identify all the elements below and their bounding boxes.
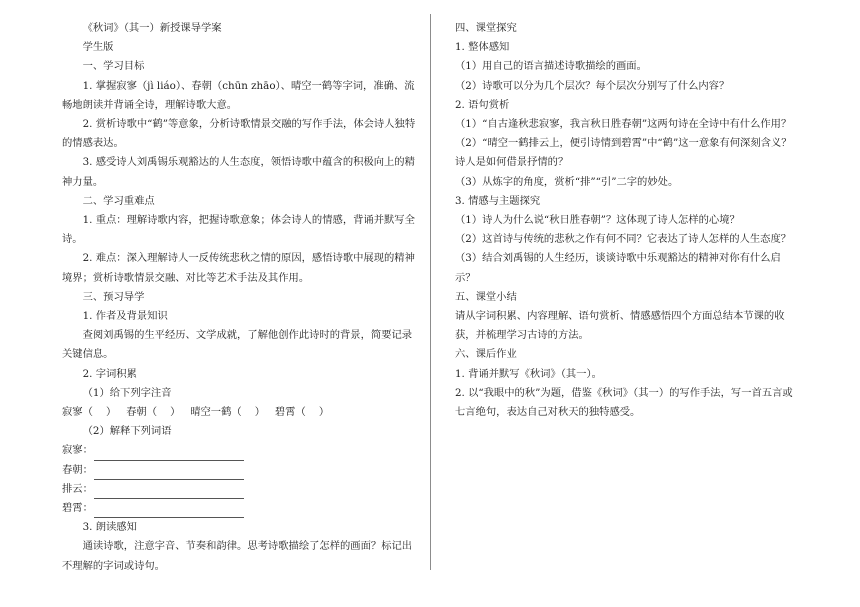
edition-label: 学生版 [82,41,114,54]
question-item: （3）从炼字的角度，赏析“排”“引”二字的妙处。 [455,175,679,188]
section-heading-preview: 三、预习导学 [82,290,145,303]
objective-item: 3. 感受诗人刘禹锡乐观豁达的人生态度，领悟诗歌中蕴含的积极向上的精神力量。 [62,156,415,188]
section-heading-key-points: 二、学习重难点 [82,194,155,207]
answer-blank[interactable] [94,467,244,480]
question-item: （2）“晴空一鹤排云上，便引诗情到碧霄”中“鹤”这一意象有何深刻含义？诗人是如何借景抒情的？ [455,137,792,169]
explain-row [62,480,418,499]
left-column [62,19,418,576]
background-text: 查阅刘禹锡的生平经历、文学成就，了解他创作此诗时的背景，简要记录关键信息。 [62,329,413,361]
question-item: （1）诗人为什么说“秋日胜春朝”？这体现了诗人怎样的心境？ [455,214,740,227]
explain-row [62,461,418,480]
section-heading-homework: 六、课后作业 [455,348,517,361]
reading-text: 通读诗歌，注意字音、节奏和韵律。思考诗歌描绘了怎样的画面？标记出不理解的字词或诗句。 [62,540,413,572]
right-column [455,19,801,422]
key-point-item: 1. 重点：理解诗歌内容，把握诗歌意象；体会诗人的情感，背诵并默写全诗。 [62,214,415,246]
key-point-item: 2. 难点：深入理解诗人一反传统悲秋之情的原因，感悟诗歌中展现的精神境界；赏析诗歌情景交融、对比等艺术手法及其作用。 [62,252,415,284]
question-item: （1）用自己的语言描述诗歌描绘的画面。 [455,60,647,73]
objective-item: 1. 掌握寂寥（jì liáo）、春朝（chūn zhāo）、晴空一鹤等字词，准确、流畅地朗读并背诵全诗，理解诗歌大意。 [62,79,415,111]
phonetic-prompt: （1）给下列字注音 [82,386,172,399]
subheading-emotion-theme: 3. 情感与主题探究 [455,194,541,207]
answer-blank[interactable] [94,486,244,499]
explain-row [62,499,418,518]
question-item: （1）“自古逢秋悲寂寥，我言秋日胜春朝”这两句诗在全诗中有什么作用？ [455,118,792,131]
subheading-vocabulary: 2. 字词积累 [82,367,137,380]
answer-blank[interactable] [94,505,244,518]
subheading-background: 1. 作者及背景知识 [82,310,168,323]
objective-item: 2. 赏析诗歌中“鹤”等意象，分析诗歌情景交融的写作手法，体会诗人独特的情感表达。 [62,118,416,150]
column-divider [430,14,431,570]
subheading-overall: 1. 整体感知 [455,41,510,54]
section-heading-objectives: 一、学习目标 [82,60,145,73]
explain-row [62,441,418,460]
explain-word: 碧霄： [62,502,93,515]
explain-word: 春朝： [62,463,93,476]
explain-prompt: （2）解释下列词语 [82,425,172,438]
summary-text: 请从字词积累、内容理解、语句赏析、情感感悟四个方面总结本节课的收获，并梳理学习古诗的方法。 [455,310,785,342]
section-heading-inquiry: 四、课堂探究 [455,22,517,34]
homework-item: 2. 以“我眼中的秋”为题，借鉴《秋词》（其一）的写作手法，写一首五言或七言绝句，表达自己对秋天的独特感受。 [455,386,793,419]
subheading-sentence-analysis: 2. 语句赏析 [455,98,510,111]
section-heading-summary: 五、课堂小结 [455,290,517,303]
subheading-reading: 3. 朗读感知 [82,521,137,534]
question-item: （2）这首诗与传统的悲秋之作有何不同？它表达了诗人怎样的人生态度？ [455,233,792,246]
document-title: 《秋词》（其一）新授课导学案 [82,22,222,34]
explain-word: 寂寥： [62,444,93,457]
answer-blank[interactable] [94,448,244,461]
phonetic-items: 寂寥（ ） 春朝（ ） 晴空一鹤（ ） 碧霄（ ） [62,406,330,419]
question-item: （2）诗歌可以分为几个层次？每个层次分别写了什么内容？ [455,79,730,92]
homework-item: 1. 背诵并默写《秋词》（其一）。 [455,367,602,380]
explain-word: 排云： [62,482,93,495]
question-item: （3）结合刘禹锡的人生经历，谈谈诗歌中乐观豁达的精神对你有什么启示？ [455,252,781,284]
